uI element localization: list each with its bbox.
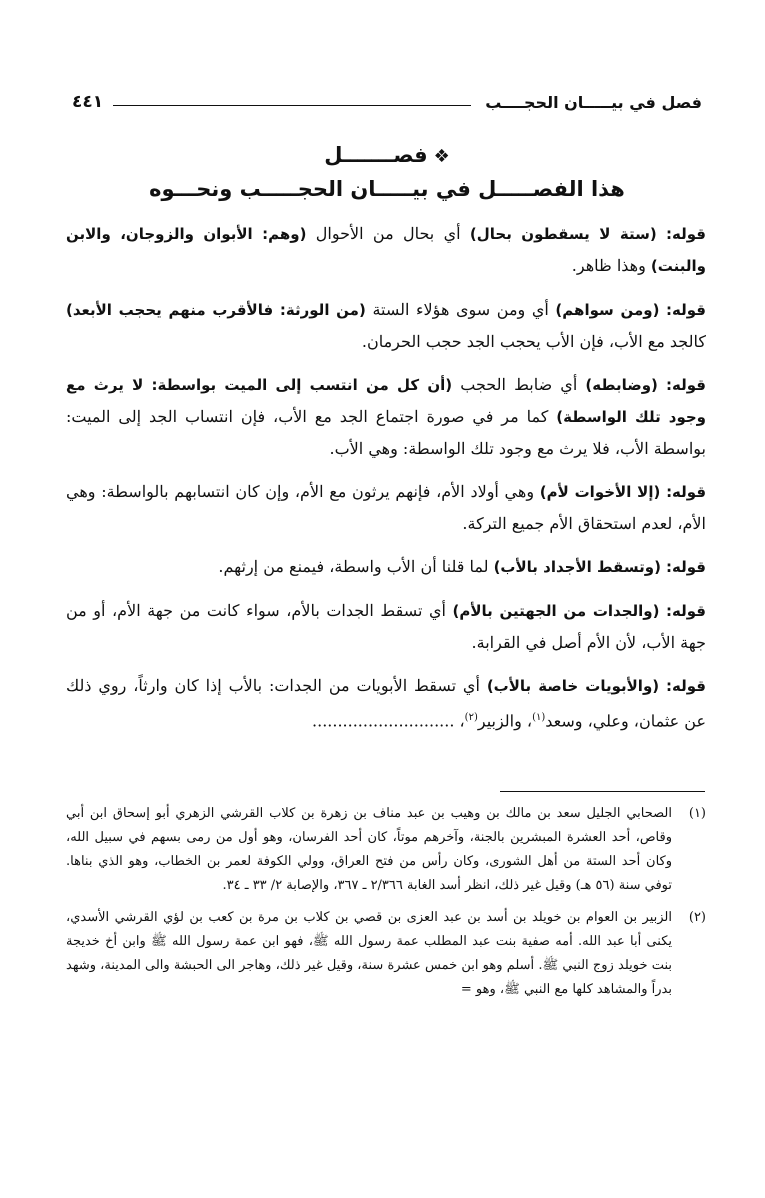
lead-word: قوله: xyxy=(666,376,706,394)
commentary-text: أي بحال من الأحوال xyxy=(306,224,470,243)
lead-word: قوله: xyxy=(666,602,706,620)
running-head-title: فصل في بيـــــان الحجــــب xyxy=(485,93,702,112)
quoted-text: (إلا الأخوات لأم) xyxy=(539,483,661,501)
footnote-ref-1[interactable]: (١) xyxy=(532,712,546,723)
main-text xyxy=(66,218,706,748)
paragraph-1 xyxy=(66,218,706,282)
lead-word: قوله: xyxy=(666,677,707,695)
quoted-text: (وهم: الأبوان والزوجان، والابن والبنت) xyxy=(66,225,706,275)
section-subtitle: هذا الفصـــــل في بيـــــان الحجـــــب ونحـــوه xyxy=(149,177,625,201)
lead-word: قوله: xyxy=(666,483,707,501)
paragraph-4 xyxy=(66,476,706,539)
paragraph-7 xyxy=(66,670,706,736)
lead-word: قوله: xyxy=(666,301,707,319)
quoted-text: (والجدات من الجهتين بالأم) xyxy=(452,602,660,620)
footnote-text: الصحابي الجليل سعد بن مالك بن وهيب بن عبد مناف بن زهرة بن كلاب القرشي الزهري أبو إسحاق ابن أبي وقاص، أحد العشرة المبشرين بالجنة، وآخرهم موتاً، كان أحد الفرسان، وهو أول من رمى بسهم في سبيل الله، وكان أحد الستة من أهل الشورى، وكان رأس من فتح العراق، وولي الكوفة لعمر بن الخطاب، وهو الذي بناها. توفي سنة (٥٦ هـ) وقيل غير ذلك، انظر أسد الغابة ٢/٣٦٦ ـ ٣٦٧، والإصابة ٢/ ٣٣ ـ ٣٤. xyxy=(66,806,672,893)
footnote-1 xyxy=(66,802,706,898)
paragraph-3 xyxy=(66,369,706,464)
footnote-text: الزبير بن العوام بن خويلد بن أسد بن عبد العزى بن قصي بن كلاب بن مرة بن كعب بن لؤي القرشي الأسدي، يكنى أبا عبد الله. أمه صفية بنت عبد المطلب عمة رسول الله ﷺ، فهو ابن عمة رسول الله ﷺ وابن أخ خديجة بنت خويلد زوج النبي ﷺ. أسلم وهو ابن خمس عشرة سنة، وقيل غير ذلك، وهاجر الى الحبشة والى المدينة، وشهد بدراً والمشاهد كلها مع النبي ﷺ، وهو = xyxy=(66,910,672,997)
footnote-ref-2[interactable]: (٢) xyxy=(464,712,478,723)
commentary-text: كما مر في صورة اجتماع الجد مع الأب، فإن انتساب الجد إلى الميت: بواسطة الأب، فلا يرث مع وجود تلك الواسطة: وهي الأب. xyxy=(66,407,706,458)
paragraph-6 xyxy=(66,595,706,658)
quoted-text: (وتسقط الأجداد بالأب) xyxy=(493,558,661,576)
section-title: فصـــــــل xyxy=(324,143,428,167)
quoted-text: (من الورثة: فالأقرب منهم يحجب الأبعد) xyxy=(66,301,366,319)
paragraph-2 xyxy=(66,294,706,357)
commentary-text: ، والزبير xyxy=(477,711,533,731)
ornament-icon: ❖ xyxy=(433,146,450,167)
commentary-text: أي تسقط الأبويات من الجدات: بالأب إذا كان وارثاً، روي ذلك عن عثمان، وعلي، وسعد xyxy=(66,676,706,731)
quoted-text: (والأبويات خاصة بالأب) xyxy=(486,677,660,695)
footnotes xyxy=(66,802,706,1010)
lead-word: قوله: xyxy=(666,558,706,576)
commentary-text: ، ............................ xyxy=(312,711,465,731)
footnote-number: (١) xyxy=(688,806,706,821)
running-head-rule xyxy=(113,105,471,106)
footnote-2 xyxy=(66,906,706,1002)
commentary-text: أي ومن سوى هؤلاء الستة xyxy=(365,300,556,319)
commentary-text: وهذا ظاهر. xyxy=(571,256,651,275)
commentary-text: أي ضابط الحجب xyxy=(452,375,586,394)
quoted-text: (أن كل من انتسب إلى الميت بواسطة: لا يرث مع وجود تلك الواسطة) xyxy=(66,376,706,426)
running-head xyxy=(72,86,702,112)
footnote-separator xyxy=(500,791,705,792)
commentary-text: كالجد مع الأب، فإن الأب يحجب الجد حجب الحرمان. xyxy=(361,332,706,351)
footnote-number: (٢) xyxy=(688,910,706,925)
quoted-text: (ومن سواهم) xyxy=(555,301,660,319)
paragraph-5 xyxy=(66,551,706,583)
lead-word: قوله: xyxy=(666,225,706,243)
page-number: ٤٤١ xyxy=(72,92,104,112)
quoted-text: (وضابطه) xyxy=(585,376,658,394)
commentary-text: وهي أولاد الأم، فإنهم يرثون مع الأم، وإن كان انتسابهم بالواسطة: وهي الأم، لعدم استحقاق الأم جميع التركة. xyxy=(66,482,706,533)
quoted-text: (ستة لا يسقطون بحال) xyxy=(469,225,657,243)
commentary-text: لما قلنا أن الأب واسطة، فيمنع من إرثهم. xyxy=(218,557,494,576)
section-heading xyxy=(72,140,702,206)
commentary-text: أي تسقط الجدات بالأم، سواء كانت من جهة الأم، أو من جهة الأب، لأن الأم أصل في القرابة. xyxy=(66,601,706,652)
